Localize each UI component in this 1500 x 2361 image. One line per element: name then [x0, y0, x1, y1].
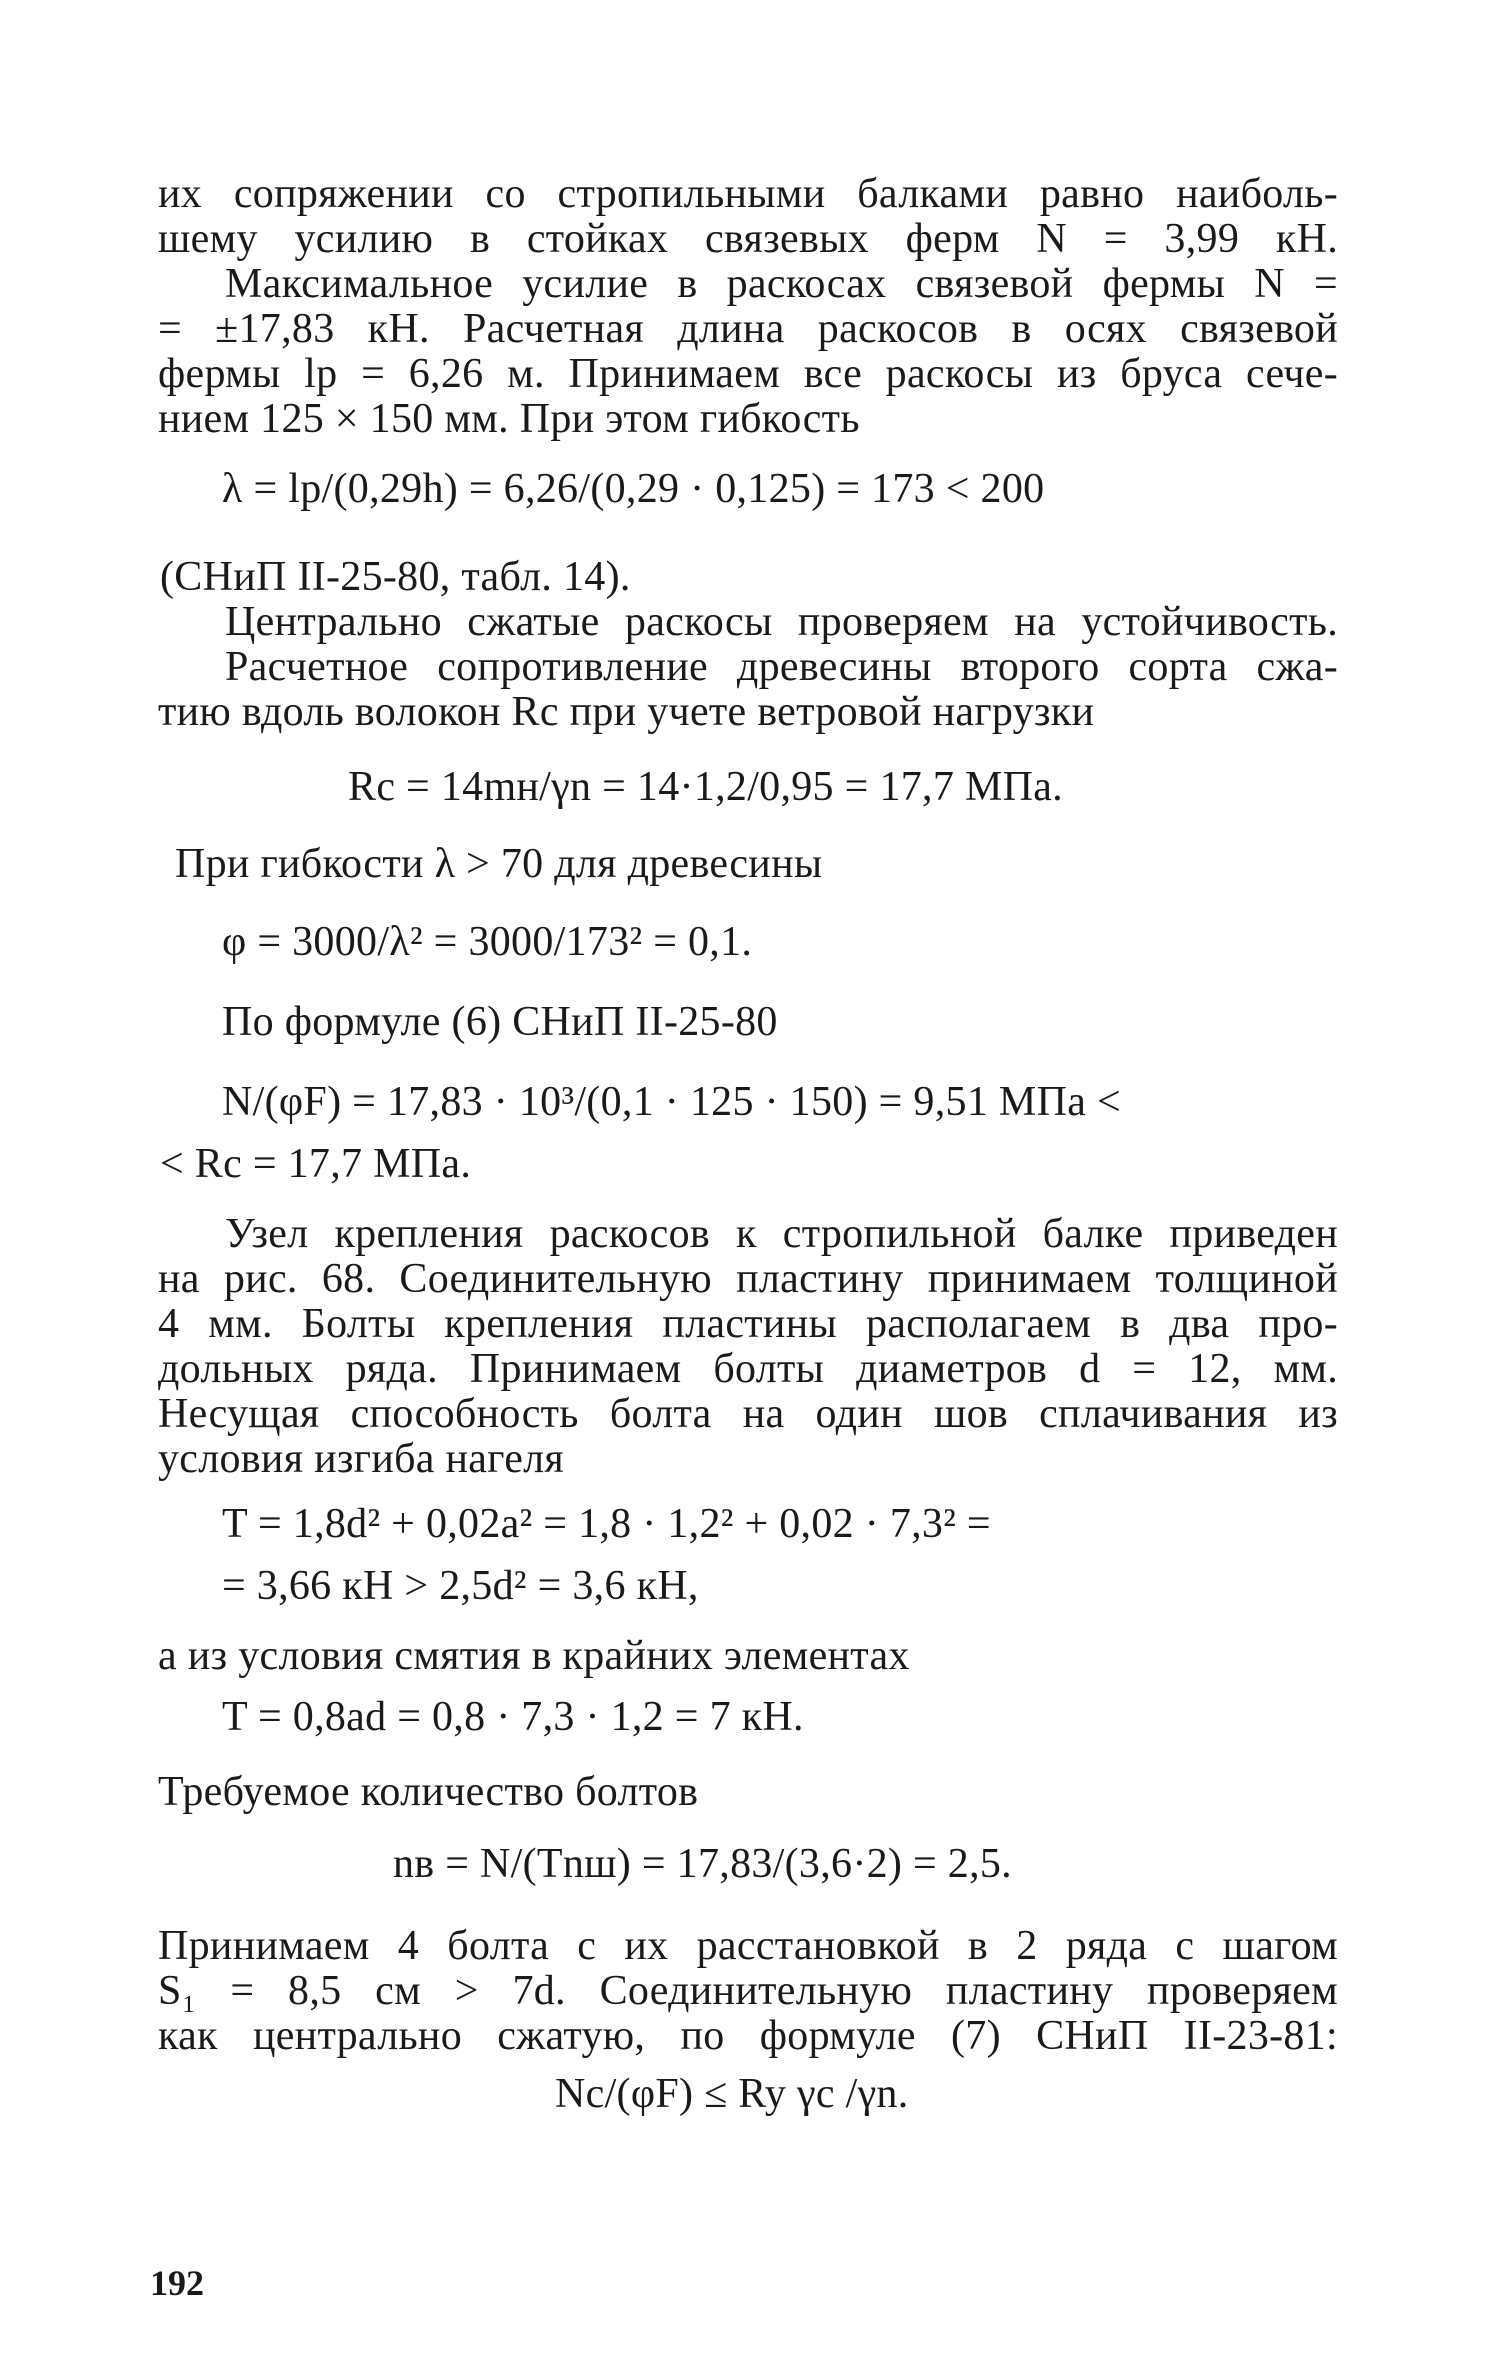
text-line-28: Требуемое количество болтов	[158, 1769, 699, 1815]
text-line-2: шему усилию в стойках связевых ферм N = 3,99 кН.	[158, 216, 1338, 262]
formula-phi: φ = 3000/λ² = 3000/173² = 0,1.	[222, 919, 753, 965]
text-line-32: как центрально сжатую, по формуле (7) СНиП II-23-81:	[158, 2013, 1338, 2059]
text-line-26: а из условия смятия в крайних элементах	[158, 1633, 910, 1679]
formula-plate-check: Nс/(φF) ≤ Ry γс /γn.	[555, 2071, 909, 2117]
formula-t-bending-2: = 3,66 кН > 2,5d² = 3,6 кН,	[222, 1563, 699, 1609]
text-line-23: условия изгиба нагеля	[158, 1436, 565, 1482]
text-line-13: При гибкости λ > 70 для древесины	[175, 841, 823, 887]
text-line-4: = ±17,83 кН. Расчетная длина раскосов в осях связевой	[158, 306, 1338, 352]
text-line-8: (СНиП II-25-80, табл. 14).	[160, 554, 631, 600]
text-line-11: тию вдоль волокон Rс при учете ветровой нагрузки	[158, 689, 1095, 735]
text-line-3: Максимальное усилие в раскосах связевой фермы N =	[225, 261, 1338, 307]
text-line-10: Расчетное сопротивление древесины второго сорта сжа-	[225, 644, 1338, 690]
text-line-22: Несущая способность болта на один шов сплачивания из	[158, 1391, 1338, 1437]
text-line-15: По формуле (6) СНиП II-25-80	[222, 999, 778, 1045]
formula-bolt-count: nв = N/(Tnш) = 17,83/(3,6·2) = 2,5.	[393, 1841, 1012, 1887]
formula-t-bending-1: T = 1,8d² + 0,02a² = 1,8 · 1,2² + 0,02 · 7,3² =	[222, 1501, 991, 1547]
text-line-21: дольных ряда. Принимаем болты диаметров d = 12, мм.	[158, 1346, 1338, 1392]
text-line-20: 4 мм. Болты крепления пластины располагаем в два про-	[158, 1301, 1338, 1347]
formula-t-crushing: T = 0,8ad = 0,8 · 7,3 · 1,2 = 7 кН.	[222, 1694, 804, 1740]
formula-rc: Rс = 14mн/γn = 14·1,2/0,95 = 17,7 МПа.	[348, 764, 1063, 810]
text-line-31: S₁ = 8,5 см > 7d. Соединительную пластину проверяем	[158, 1968, 1338, 2014]
text-line-19: на рис. 68. Соединительную пластину принимаем толщиной	[158, 1256, 1338, 1302]
text-line-30: Принимаем 4 болта с их расстановкой в 2 ряда с шагом	[158, 1923, 1338, 1969]
page-number: 192	[150, 2263, 204, 2303]
text-line-1: их сопряжении со стропильными балками равно наиболь-	[158, 171, 1338, 217]
formula-stress-2: < Rс = 17,7 МПа.	[160, 1141, 472, 1187]
text-line-6: нием 125 × 150 мм. При этом гибкость	[158, 396, 860, 442]
text-line-18: Узел крепления раскосов к стропильной балке приведен	[225, 1211, 1338, 1257]
formula-slenderness: λ = lр/(0,29h) = 6,26/(0,29 · 0,125) = 173 < 200	[222, 466, 1045, 512]
text-line-9: Центрально сжатые раскосы проверяем на устойчивость.	[225, 599, 1338, 645]
formula-stress-1: N/(φF) = 17,83 · 10³/(0,1 · 125 · 150) = 9,51 МПа <	[222, 1079, 1121, 1125]
text-line-5: фермы lр = 6,26 м. Принимаем все раскосы из бруса сече-	[158, 351, 1338, 397]
